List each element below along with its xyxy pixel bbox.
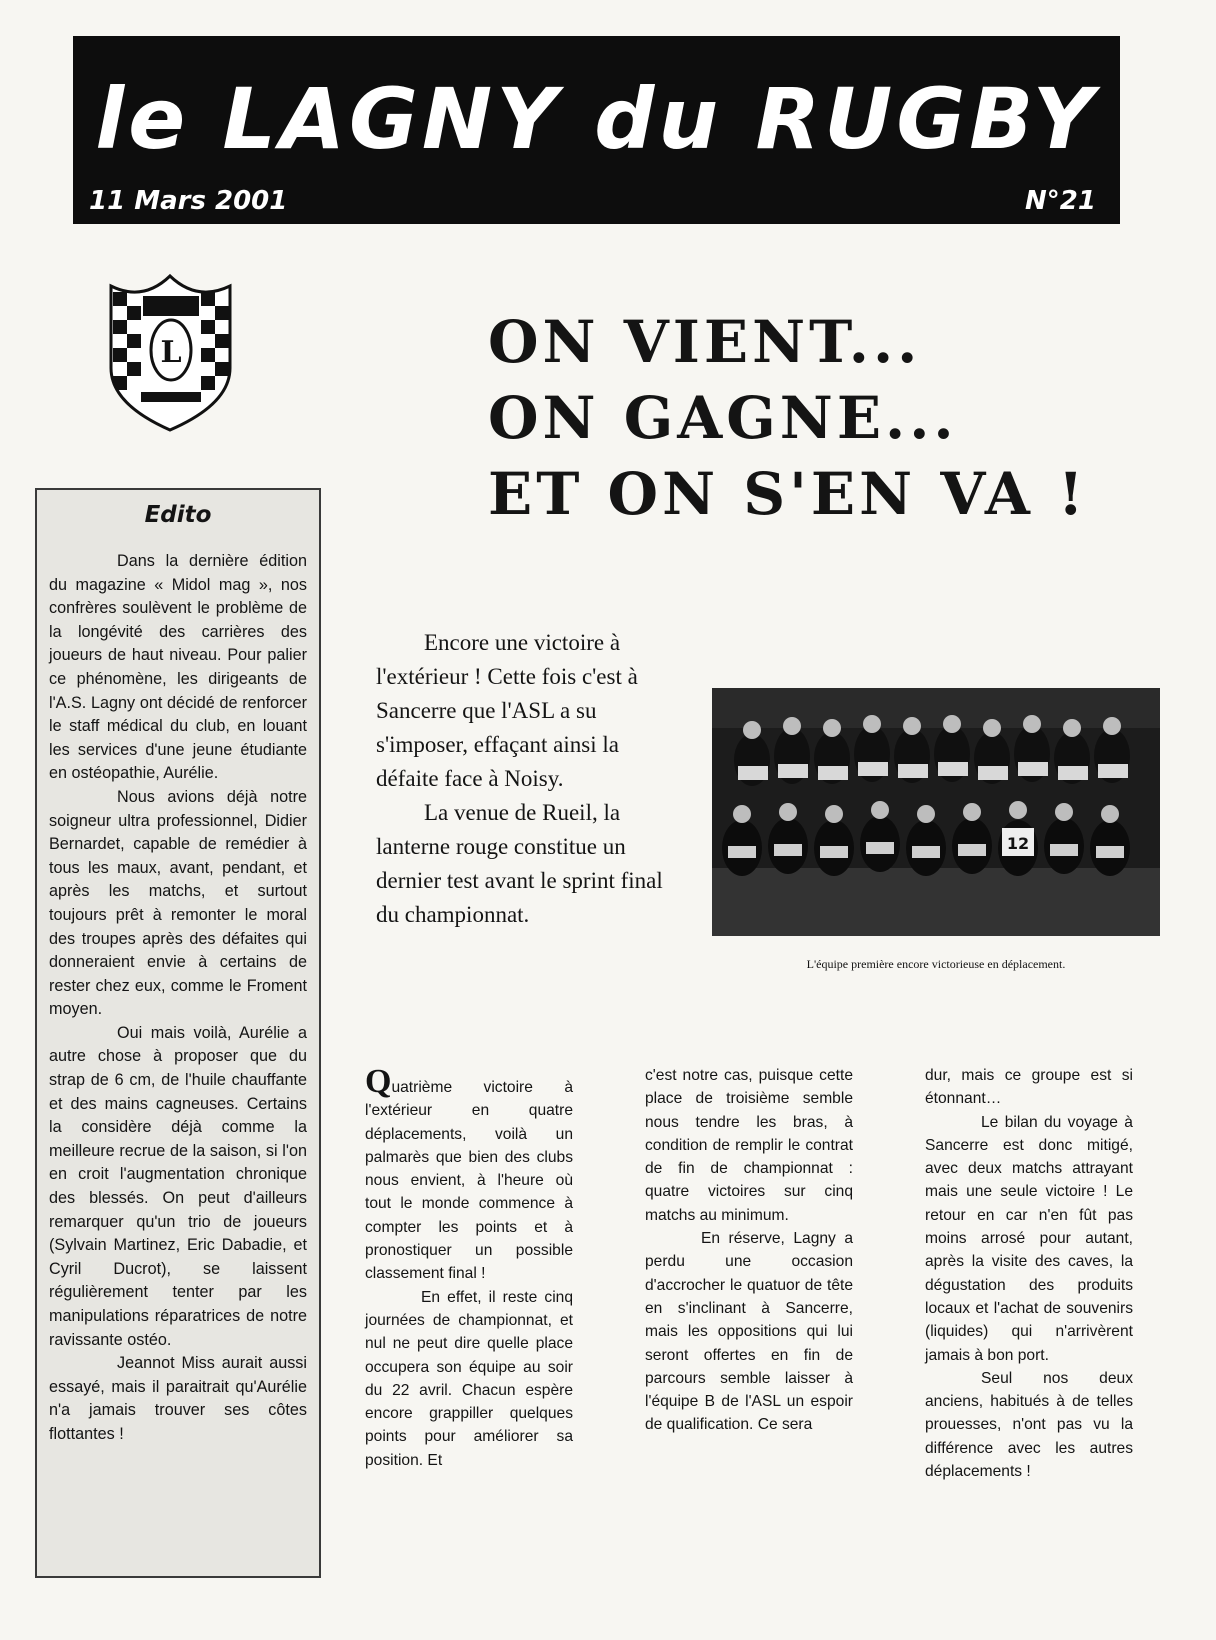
lead-text	[376, 626, 668, 932]
edito-paragraph: Oui mais voilà, Aurélie a autre chose à proposer que du strap de 6 cm, de l'huile chauffante et des mains cagneuses. Certains la considère déjà comme la meilleure recrue de la saison, si l'on en croit l'augmentation chronique des blessés. On peut d'ailleurs remarquer qu'un trio de joueurs (Sylvain Martinez, Eric Dabadie, et Cyril Ducrot), se laissent régulièrement tenter par les manipulations réparatrices de notre ravissante ostéo.	[49, 1023, 307, 1349]
article-text: En réserve, Lagny a perdu une occasion d'accrocher le quatuor de tête en s'inclinant à Sancerre, mais les oppositions qui lui seront offertes en fin de parcours semble laisser à l'équipe B de l'ASL un espoir de qualification. Ce sera	[645, 1230, 853, 1434]
edito-title: Edito	[144, 502, 212, 528]
edito-paragraph: Nous avions déjà notre soigneur ultra professionnel, Didier Bernardet, capable de remédier à tous les maux, avant, pendant, et après les matchs, et surtout toujours prêt à remonter le moral des troupes après des défaites qui donneraient envie à certains de rester chez eux, comme le Froment moyen.	[49, 787, 307, 1019]
newspaper-title: le LAGNY du RUGBY	[95, 70, 1098, 168]
edito-paragraph: Jeannot Miss aurait aussi essayé, mais il paraitrait qu'Aurélie n'a jamais trouver ses côtes flottantes !	[49, 1354, 307, 1443]
article-column-2	[645, 1064, 853, 1437]
article-text: Seul nos deux anciens, habitués à de telles prouesses, n'ont pas vu la différence avec les autres déplacements !	[925, 1369, 1133, 1481]
article-column-3	[925, 1064, 1133, 1483]
headline-line-2: ON GAGNE...	[488, 384, 958, 452]
photo-caption: L'équipe première encore victorieuse en déplacement.	[806, 957, 1066, 971]
issue-number: N°21	[1025, 186, 1096, 216]
article-text: c'est notre cas, puisque cette place de troisième semble nous tendre les bras, à condition de remplir le contrat de fin de championnat : quatre victoires sur cinq matchs au minimum.	[645, 1067, 853, 1224]
lead-paragraph: Encore une victoire à l'extérieur ! Cette fois c'est à Sancerre que l'ASL a su s'imposer, effaçant ainsi la défaite face à Noisy.	[376, 630, 638, 791]
team-photo	[712, 688, 1160, 936]
article-text: dur, mais ce groupe est si étonnant…	[925, 1067, 1133, 1108]
drop-cap: Q	[365, 1063, 392, 1100]
edito-box	[35, 488, 321, 1578]
masthead	[73, 36, 1120, 224]
edito-paragraph: Dans la dernière édition du magazine « Midol mag », nos confrères soulèvent le problème de la longévité des carrières des joueurs de haut niveau. Pour palier ce phénomène, les dirigeants de l'A.S. Lagny ont décidé de renforcer le staff médical du club, en louant les services d'une jeune étudiante en ostéopathie, Aurélie.	[49, 552, 307, 783]
headline-line-1: ON VIENT...	[488, 308, 922, 376]
headline-line-3: ET ON S'EN VA !	[488, 460, 1088, 528]
article-column-1	[365, 1063, 573, 1472]
jersey-number: 12	[1006, 834, 1030, 853]
article-text: uatrième victoire à l'extérieur en quatre déplacements, voilà un palmarès que bien des clubs nous envient, à l'heure où tout le monde commence à compter les points et à pronostiquer un possible classement final !	[365, 1079, 573, 1283]
article-text: En effet, il reste cinq journées de championnat, et nul ne peut dire quelle place occupera son équipe au soir du 22 avril. Chacun espère encore grappiller quelques points pour améliorer sa position. Et	[365, 1288, 573, 1469]
svg-text:L: L	[160, 335, 182, 370]
article-text: Le bilan du voyage à Sancerre est donc mitigé, avec deux matchs attrayant mais une seule victoire ! Le retour en car n'en fût pas moins arrosé pour autant, après la visite des caves, la dégustation des produits locaux et l'achat de souvenirs (liquides) qui n'arrivèrent jamais à bon port.	[925, 1113, 1133, 1364]
club-crest-icon	[103, 272, 238, 434]
lead-paragraph: La venue de Rueil, la lanterne rouge constitue un dernier test avant le sprint final du championnat.	[376, 800, 663, 927]
issue-date: 11 Mars 2001	[89, 186, 288, 216]
main-headline	[488, 304, 1178, 532]
